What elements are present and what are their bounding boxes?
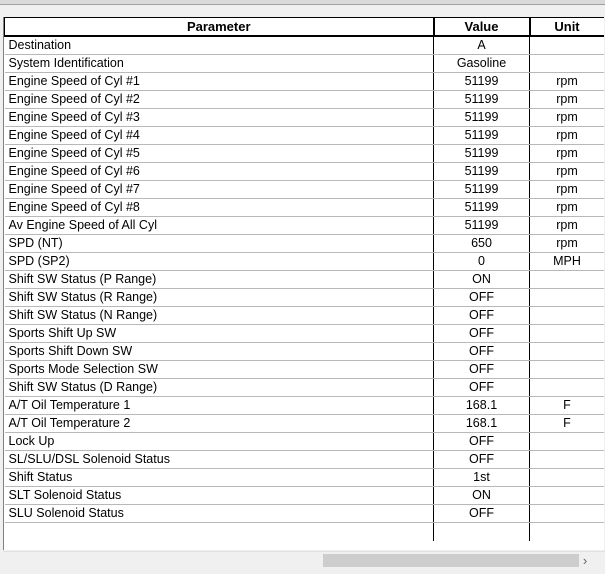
parameter-grid[interactable] xyxy=(3,17,604,550)
table-row[interactable] xyxy=(5,396,605,414)
value-cell: 51199 xyxy=(434,216,530,234)
value-cell: OFF xyxy=(434,360,530,378)
table-row[interactable] xyxy=(5,306,605,324)
parameter-cell: System Identification xyxy=(5,54,434,72)
parameter-cell: SL/SLU/DSL Solenoid Status xyxy=(5,450,434,468)
parameter-cell: Engine Speed of Cyl #6 xyxy=(5,162,434,180)
unit-cell xyxy=(530,288,605,306)
parameter-cell: Shift SW Status (D Range) xyxy=(5,378,434,396)
value-cell: ON xyxy=(434,486,530,504)
parameter-cell: Av Engine Speed of All Cyl xyxy=(5,216,434,234)
unit-cell: rpm xyxy=(530,198,605,216)
value-cell: 51199 xyxy=(434,180,530,198)
parameter-cell: Engine Speed of Cyl #4 xyxy=(5,126,434,144)
unit-cell xyxy=(530,36,605,55)
table-row[interactable] xyxy=(5,468,605,486)
value-cell: 51199 xyxy=(434,162,530,180)
parameter-table xyxy=(4,17,604,541)
unit-cell xyxy=(530,360,605,378)
table-row[interactable] xyxy=(5,270,605,288)
table-row[interactable] xyxy=(5,414,605,432)
parameter-cell: Shift SW Status (N Range) xyxy=(5,306,434,324)
value-cell: 168.1 xyxy=(434,396,530,414)
value-cell: 168.1 xyxy=(434,414,530,432)
table-row[interactable] xyxy=(5,198,605,216)
unit-cell xyxy=(530,450,605,468)
value-cell: 650 xyxy=(434,234,530,252)
parameter-cell: SPD (NT) xyxy=(5,234,434,252)
table-row[interactable] xyxy=(5,486,605,504)
value-cell: 51199 xyxy=(434,198,530,216)
value-cell: OFF xyxy=(434,306,530,324)
parameter-cell: Engine Speed of Cyl #3 xyxy=(5,108,434,126)
unit-cell xyxy=(530,54,605,72)
unit-cell: rpm xyxy=(530,108,605,126)
value-cell: ON xyxy=(434,270,530,288)
value-cell: OFF xyxy=(434,324,530,342)
parameter-cell: Destination xyxy=(5,36,434,55)
table-row[interactable] xyxy=(5,252,605,270)
table-row[interactable] xyxy=(5,288,605,306)
parameter-cell: SLT Solenoid Status xyxy=(5,486,434,504)
unit-cell xyxy=(530,468,605,486)
table-row[interactable] xyxy=(5,162,605,180)
unit-cell xyxy=(530,270,605,288)
unit-cell xyxy=(530,324,605,342)
unit-cell xyxy=(530,306,605,324)
unit-cell: F xyxy=(530,396,605,414)
unit-cell: rpm xyxy=(530,216,605,234)
empty-cell xyxy=(5,522,434,541)
table-row[interactable] xyxy=(5,108,605,126)
value-cell: A xyxy=(434,36,530,55)
unit-cell: rpm xyxy=(530,234,605,252)
value-cell: 51199 xyxy=(434,126,530,144)
unit-cell xyxy=(530,504,605,522)
value-cell: 1st xyxy=(434,468,530,486)
scrollbar-thumb[interactable] xyxy=(323,554,579,567)
table-row[interactable] xyxy=(5,180,605,198)
empty-cell xyxy=(434,522,530,541)
unit-cell xyxy=(530,378,605,396)
parameter-cell: Shift Status xyxy=(5,468,434,486)
table-row[interactable] xyxy=(5,36,605,55)
parameter-cell: Shift SW Status (P Range) xyxy=(5,270,434,288)
table-row[interactable] xyxy=(5,378,605,396)
unit-cell xyxy=(530,486,605,504)
value-cell: OFF xyxy=(434,378,530,396)
unit-cell xyxy=(530,342,605,360)
table-row[interactable] xyxy=(5,72,605,90)
unit-cell: rpm xyxy=(530,180,605,198)
unit-cell: rpm xyxy=(530,90,605,108)
parameter-cell: Sports Shift Up SW xyxy=(5,324,434,342)
table-row[interactable] xyxy=(5,54,605,72)
window-top-edge xyxy=(0,0,605,5)
window-bottom-edge xyxy=(0,569,605,574)
table-row[interactable] xyxy=(5,216,605,234)
table-row[interactable] xyxy=(5,432,605,450)
table-row[interactable] xyxy=(5,90,605,108)
parameter-cell: Sports Mode Selection SW xyxy=(5,360,434,378)
value-cell: 51199 xyxy=(434,90,530,108)
empty-row xyxy=(5,522,605,541)
parameter-cell: Shift SW Status (R Range) xyxy=(5,288,434,306)
parameter-cell: SLU Solenoid Status xyxy=(5,504,434,522)
column-header-parameter[interactable]: Parameter xyxy=(5,18,434,36)
parameter-cell: Engine Speed of Cyl #5 xyxy=(5,144,434,162)
horizontal-scrollbar[interactable] xyxy=(3,551,605,569)
value-cell: Gasoline xyxy=(434,54,530,72)
unit-cell: rpm xyxy=(530,162,605,180)
unit-cell: rpm xyxy=(530,144,605,162)
parameter-cell: SPD (SP2) xyxy=(5,252,434,270)
unit-cell: MPH xyxy=(530,252,605,270)
value-cell: OFF xyxy=(434,288,530,306)
table-row[interactable] xyxy=(5,126,605,144)
unit-cell: F xyxy=(530,414,605,432)
parameter-cell: Engine Speed of Cyl #1 xyxy=(5,72,434,90)
empty-cell xyxy=(530,522,605,541)
parameter-cell: Sports Shift Down SW xyxy=(5,342,434,360)
value-cell: OFF xyxy=(434,432,530,450)
parameter-cell: Engine Speed of Cyl #8 xyxy=(5,198,434,216)
parameter-cell: A/T Oil Temperature 2 xyxy=(5,414,434,432)
table-row[interactable] xyxy=(5,324,605,342)
unit-cell: rpm xyxy=(530,72,605,90)
value-cell: 0 xyxy=(434,252,530,270)
value-cell: OFF xyxy=(434,450,530,468)
table-row[interactable] xyxy=(5,504,605,522)
value-cell: OFF xyxy=(434,342,530,360)
value-cell: 51199 xyxy=(434,108,530,126)
table-row[interactable] xyxy=(5,144,605,162)
column-header-value[interactable]: Value xyxy=(434,18,530,36)
table-row[interactable] xyxy=(5,360,605,378)
table-row[interactable] xyxy=(5,234,605,252)
scroll-right-arrow-icon[interactable]: › xyxy=(582,553,588,568)
header-row xyxy=(5,18,605,36)
column-header-unit[interactable]: Unit xyxy=(530,18,605,36)
value-cell: OFF xyxy=(434,504,530,522)
parameter-cell: Lock Up xyxy=(5,432,434,450)
table-row[interactable] xyxy=(5,450,605,468)
parameter-cell: Engine Speed of Cyl #7 xyxy=(5,180,434,198)
unit-cell xyxy=(530,432,605,450)
value-cell: 51199 xyxy=(434,72,530,90)
unit-cell: rpm xyxy=(530,126,605,144)
parameter-cell: Engine Speed of Cyl #2 xyxy=(5,90,434,108)
table-row[interactable] xyxy=(5,342,605,360)
value-cell: 51199 xyxy=(434,144,530,162)
parameter-cell: A/T Oil Temperature 1 xyxy=(5,396,434,414)
